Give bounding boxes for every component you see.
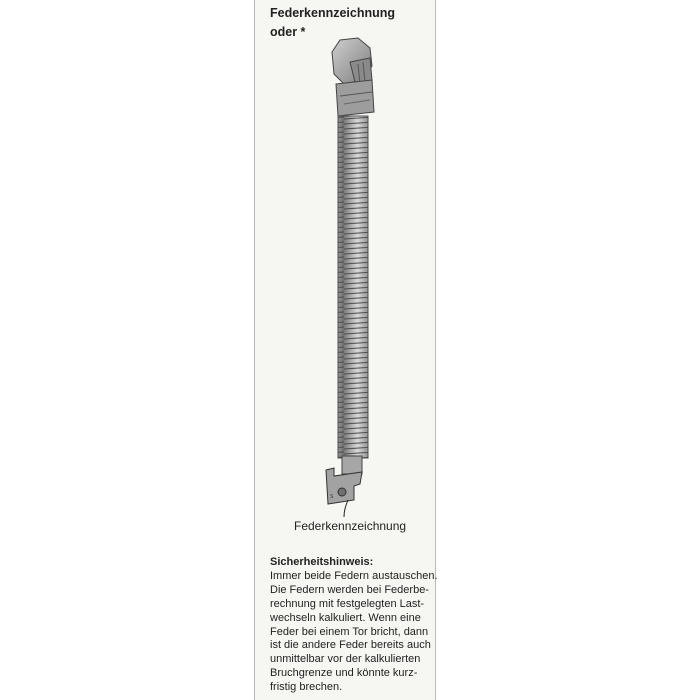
spring-marking-label: Federkennzeichnung bbox=[294, 519, 407, 533]
safety-notice bbox=[270, 556, 440, 695]
safety-notice-line: Feder bei einem Tor bricht, dann bbox=[270, 625, 429, 638]
caption-leader-line bbox=[344, 500, 348, 517]
safety-notice-line: unmittelbar vor der kalkulierten bbox=[270, 653, 421, 666]
spring-illustration bbox=[254, 0, 436, 540]
safety-notice-line: Bruchgrenze und könnte kurz- bbox=[270, 667, 418, 680]
spring-coil bbox=[338, 116, 368, 458]
safety-notice-line: ist die andere Feder bereits auch bbox=[270, 639, 431, 652]
page-subtitle: oder * bbox=[270, 25, 306, 39]
safety-notice-line: rechnung mit festgelegten Last- bbox=[270, 597, 425, 610]
safety-notice-line: wechseln kalkuliert. Wenn eine bbox=[270, 611, 421, 624]
spring-bottom-connector bbox=[326, 456, 362, 504]
safety-notice-heading: Sicherheitshinweis: bbox=[270, 556, 374, 568]
safety-notice-line: Immer beide Federn austauschen. bbox=[270, 569, 438, 582]
safety-notice-line: Die Federn werden bei Federbe- bbox=[270, 583, 429, 596]
svg-text:S: S bbox=[330, 494, 334, 500]
safety-notice-line: fristig brechen. bbox=[270, 681, 343, 694]
spring-top-cap bbox=[332, 38, 374, 116]
page-title: Federkennzeichnung bbox=[270, 6, 396, 20]
